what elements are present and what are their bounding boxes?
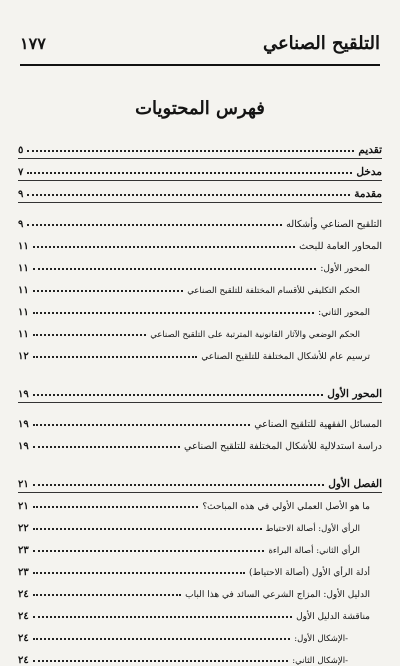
toc-leader [27,194,350,196]
toc-entry [18,600,382,622]
toc-entry [18,134,382,156]
toc-entry-page: ٢٤ [18,633,29,644]
toc-entry [18,430,382,452]
toc-entry-title: الفصل الأول [328,478,382,490]
toc-entry-page: ١١ [18,307,29,318]
toc-leader [33,446,180,448]
toc-entry-title: -الإشكال الثاني: [292,656,348,666]
toc-leader [33,484,325,486]
toc-entry [18,466,382,490]
toc-entry [18,274,382,296]
toc-entry-title: دراسة استدلالية للأشكال المختلفة للتلقيح الصناعي [184,441,382,452]
toc-leader [33,616,292,618]
toc-leader [33,312,314,314]
toc-entry-page: ١١ [18,263,29,274]
toc-entry [18,534,382,556]
running-header [20,28,380,58]
toc-entry-title: المحور الثاني: [318,308,370,318]
toc-entry-page: ١١ [18,241,29,252]
toc-leader [33,290,183,292]
toc-entry-title: مدخل [356,166,382,178]
toc-entry-title: المحاور العامة للبحث [299,241,382,252]
toc-entry [18,578,382,600]
toc-entry-page: ١٩ [18,419,29,430]
toc-leader [33,506,199,508]
toc-entry-page: ٢١ [18,501,29,512]
toc-entry [18,408,382,430]
toc-entry-page: ٢٢ [18,523,29,534]
toc-entry-title: الحكم التكليفي للأقسام المختلفة للتلقيح الصناعي [187,286,360,296]
toc-leader [33,572,245,574]
toc-leader [33,550,265,552]
toc-leader [33,334,146,336]
toc-entry-title: -الإشكال الأول: [294,634,348,644]
toc-entry-title: ترسيم عام للأشكال المختلفة للتلقيح الصناعي [201,352,370,362]
toc-leader [33,356,197,358]
toc-entry-title: المحور الأول: [320,264,370,274]
toc-entry-title: مقدمة [354,188,382,200]
toc-entry-page: ٩ [18,189,24,200]
toc-entry [18,376,382,400]
toc-leader [33,528,262,530]
toc-leader [33,594,181,596]
toc-entry-title: التلقيح الصناعي وأشكاله [286,219,382,230]
toc-entry [18,318,382,340]
toc-leader [33,268,317,270]
toc-list [18,134,382,666]
book-title: التلقيح الصناعي [262,32,380,54]
toc-entry-page: ١٢ [18,351,29,362]
toc-entry-title: المحور الأول [327,388,382,400]
toc-entry-page: ١١ [18,285,29,296]
toc-entry-page: ١٩ [18,389,29,400]
toc-entry [18,622,382,644]
toc-entry [18,252,382,274]
toc-entry [18,296,382,318]
toc-entry [18,156,382,178]
toc-leader [33,394,324,396]
toc-leader [33,638,291,640]
toc-entry-page: ١٩ [18,441,29,452]
toc-leader [33,424,250,426]
toc-entry [18,208,382,230]
toc-entry-page: ٢٤ [18,589,29,600]
toc-entry [18,512,382,534]
toc-entry-title: الحكم الوضعي والآثار القانونية المترتبة على التلقيح الصناعي [150,330,360,340]
toc-entry [18,556,382,578]
toc-entry-title: الرأي الأول: أصالة الاحتياط [265,524,360,534]
toc-entry-title: المسائل الفقهية للتلقيح الصناعي [254,419,382,430]
toc-entry-page: ٢٣ [18,567,29,578]
toc-entry-title: تقديم [358,144,382,156]
toc-entry-title: مناقشة الدليل الأول [296,612,370,622]
toc-leader [33,246,295,248]
toc-leader [27,150,354,152]
toc-entry [18,340,382,362]
toc-entry-page: ٢١ [18,479,29,490]
page-number: ١٧٧ [20,33,46,53]
toc-leader [33,660,288,662]
toc-entry-page: ٢٣ [18,545,29,556]
toc-entry-page: ١١ [18,329,29,340]
toc-entry-title: الدليل الأول: المزاج الشرعي السائد في هذا الباب [185,590,370,600]
toc-entry-page: ٩ [18,219,24,230]
toc-leader [27,224,282,226]
toc-entry [18,230,382,252]
toc-entry-title: الرأي الثاني: أصالة البراءة [268,546,360,556]
toc-leader [27,172,352,174]
toc-entry [18,644,382,666]
toc-entry [18,490,382,512]
toc-entry-page: ٢٤ [18,655,29,666]
toc-entry [18,178,382,200]
toc-entry-title: أدلة الرأي الأول (أصالة الاحتياط) [249,568,370,578]
header-rule [20,64,380,66]
toc-entry-page: ٧ [18,167,24,178]
toc-entry-page: ٢٤ [18,611,29,622]
toc-title: فهرس المحتويات [135,98,265,119]
toc-entry-title: ما هو الأصل العملي الأولي في هذه المباحث؟ [202,502,370,512]
toc-entry-page: ٥ [18,145,24,156]
